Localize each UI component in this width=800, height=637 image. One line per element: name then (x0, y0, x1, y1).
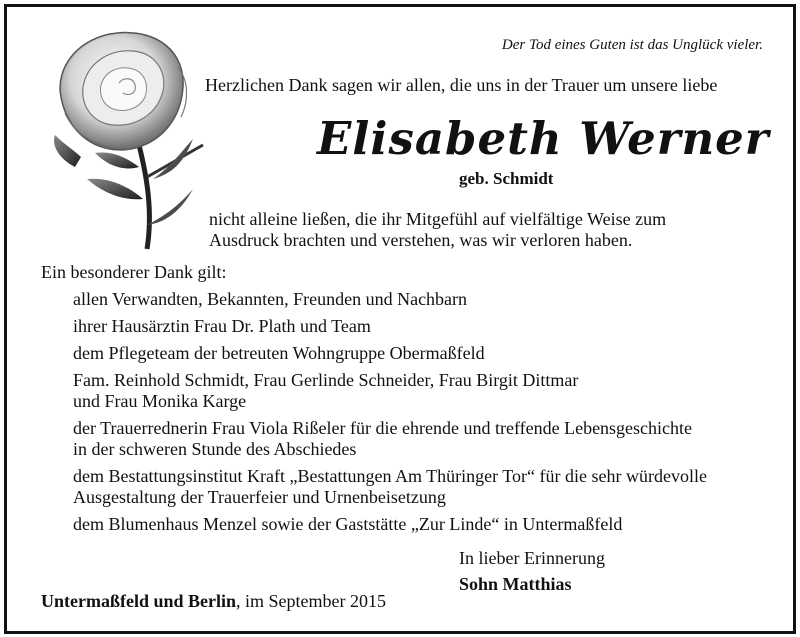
signature: Sohn Matthias (459, 574, 572, 594)
thanks-item-speaker: der Trauerrednerin Frau Viola Rißeler für die ehrende und treffende Lebensgeschichte in der schweren Stunde des Abschiedes (73, 418, 693, 459)
thanks-item-family: allen Verwandten, Bekannten, Freunden und Nachbarn (73, 289, 468, 309)
thanks-item-florist-restaurant: dem Blumenhaus Menzel sowie der Gaststätte „Zur Linde“ in Untermaßfeld (73, 514, 623, 534)
place-date: , im September 2015 (236, 591, 386, 611)
thanks-item-doctor: ihrer Hausärztin Frau Dr. Plath und Team (73, 316, 371, 336)
obituary-thank-you-notice (4, 4, 796, 634)
thanks-list (73, 289, 707, 541)
closing-block (459, 545, 605, 597)
thanks-item-funeral-home: dem Bestattungsinstitut Kraft „Bestattungen Am Thüringer Tor“ für die sehr würdevolle Ausgestaltung der Trauerfeier und Urnenbeisetzung (73, 466, 707, 507)
deceased-name: Elisabeth Werner (317, 112, 770, 165)
birth-name: geb. Schmidt (459, 169, 554, 188)
thanks-item-care-team: dem Pflegeteam der betreuten Wohngruppe Obermaßfeld (73, 343, 485, 363)
rose-icon (35, 27, 205, 252)
middle-text-line-2: Ausdruck brachten und verstehen, was wir verloren haben. (209, 230, 633, 250)
place-and-date (41, 591, 386, 612)
thanks-item-individuals: Fam. Reinhold Schmidt, Frau Gerlinde Schneider, Frau Birgit Dittmar und Frau Monika Karge (73, 370, 579, 411)
epigraph-quote: Der Tod eines Guten ist das Unglück vieler. (501, 37, 763, 53)
special-thanks-heading: Ein besonderer Dank gilt: (41, 262, 227, 282)
middle-text-line-1: nicht alleine ließen, die ihr Mitgefühl auf vielfältige Weise zum (209, 209, 667, 229)
place-location: Untermaßfeld und Berlin (41, 591, 237, 611)
closing-phrase: In lieber Erinnerung (459, 548, 605, 568)
intro-text: Herzlichen Dank sagen wir allen, die uns in der Trauer um unsere liebe (205, 75, 718, 95)
